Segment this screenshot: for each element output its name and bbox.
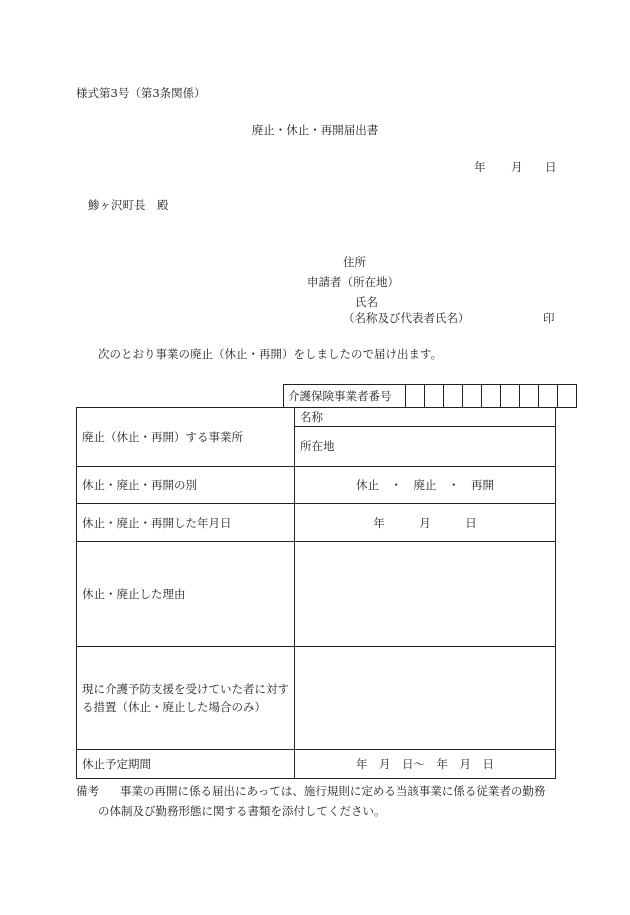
period-field[interactable]: 年 月 日〜 年 月 日 (295, 750, 556, 779)
date-field[interactable]: 年 月 日 (295, 504, 556, 542)
measure-field[interactable] (295, 647, 556, 750)
name-label: 氏名 (355, 295, 378, 309)
insurance-digit-box[interactable] (444, 385, 463, 408)
intro-sentence: 次のとおり事業の廃止（休止・再開）をしましたので届け出ます。 (98, 347, 443, 361)
applicant-label: 申請者（所在地） (307, 275, 399, 289)
date-month: 月 (511, 160, 523, 174)
insurance-digit-box[interactable] (520, 385, 539, 408)
address-label: 住所 (343, 255, 366, 269)
insurance-digit-box[interactable] (482, 385, 501, 408)
office-label: 廃止（休止・再開）する事業所 (77, 408, 295, 467)
representative-label: （名称及び代表者氏名） (343, 311, 470, 325)
document-title: 廃止・休止・再開届出書 (251, 123, 379, 137)
remarks-line-2: の体制及び勤務形態に関する書類を添付してください。 (98, 804, 386, 818)
insurance-number-table (283, 384, 577, 408)
date-year: 年 (474, 160, 486, 174)
remarks-head: 備考 (76, 784, 99, 798)
insurance-digit-box[interactable] (425, 385, 444, 408)
date-line (0, 162, 630, 176)
office-address-field[interactable] (300, 427, 550, 465)
addressee: 鯵ヶ沢町長 殿 (88, 198, 169, 212)
measure-label: 現に介護予防支援を受けていた者に対する措置（休止・廃止した場合のみ） (77, 647, 295, 750)
insurance-digit-box[interactable] (539, 385, 558, 408)
kind-options[interactable]: 休止 ・ 廃止 ・ 再開 (295, 467, 556, 504)
reason-field[interactable] (295, 542, 556, 647)
form-number: 様式第3号（第3条関係） (76, 86, 206, 100)
insurance-number-label: 介護保険事業者番号 (284, 385, 406, 408)
notification-table (76, 407, 556, 779)
office-name-field[interactable] (295, 408, 555, 427)
date-label: 休止・廃止・再開した年月日 (77, 504, 295, 542)
reason-label: 休止・廃止した理由 (77, 542, 295, 647)
insurance-digit-box[interactable] (501, 385, 520, 408)
insurance-digit-box[interactable] (558, 385, 577, 408)
kind-label: 休止・廃止・再開の別 (77, 467, 295, 504)
office-address-label: 所在地 (300, 439, 335, 453)
seal-mark: 印 (543, 311, 555, 325)
date-day: 日 (545, 160, 557, 174)
office-name-label: 名称 (300, 410, 323, 424)
period-label: 休止予定期間 (77, 750, 295, 779)
remarks-line-1: 事業の再開に係る届出にあっては、施行規則に定める当該事業に係る従業者の勤務 (120, 784, 546, 798)
insurance-digit-box[interactable] (406, 385, 425, 408)
insurance-digit-box[interactable] (463, 385, 482, 408)
